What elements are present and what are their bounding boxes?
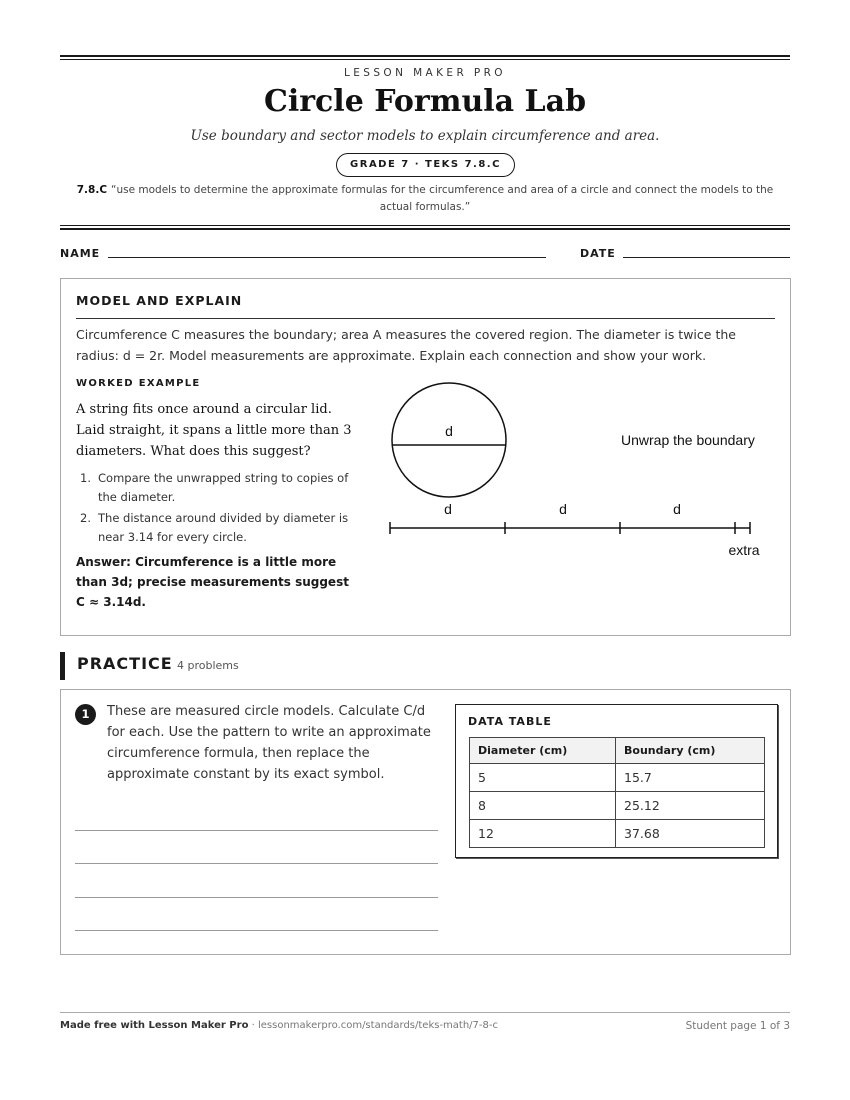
table-cell: 15.7 bbox=[616, 764, 765, 792]
extra-label: extra bbox=[728, 542, 760, 558]
problem-card bbox=[60, 689, 791, 955]
table-header-row bbox=[470, 738, 765, 764]
segment-label-3: d bbox=[673, 501, 681, 517]
footer-rule bbox=[60, 1012, 790, 1013]
model-section-rule bbox=[76, 318, 775, 319]
data-table-label: DATA TABLE bbox=[468, 715, 552, 728]
worked-example-steps bbox=[80, 469, 360, 549]
table-row bbox=[470, 764, 765, 792]
answer-line[interactable] bbox=[75, 897, 438, 898]
step-number: 1. bbox=[80, 471, 91, 485]
worked-step bbox=[80, 469, 360, 507]
lid-circle bbox=[392, 383, 506, 497]
footer-page-number: Student page 1 of 3 bbox=[685, 1020, 790, 1032]
data-table bbox=[469, 737, 765, 848]
date-field[interactable] bbox=[623, 257, 790, 258]
model-section-title: MODEL AND EXPLAIN bbox=[76, 293, 243, 308]
worked-example-prompt: A string fits once around a circular lid. Laid straight, it spans a little more than 3 diameters. What does this suggest? bbox=[76, 402, 352, 459]
data-table-box bbox=[455, 704, 778, 858]
table-row bbox=[470, 820, 765, 848]
date-label: DATE bbox=[580, 247, 616, 260]
practice-title: PRACTICE bbox=[77, 654, 173, 673]
table-cell: 5 bbox=[470, 764, 616, 792]
footer-credit bbox=[60, 1020, 498, 1031]
table-cell: 37.68 bbox=[616, 820, 765, 848]
practice-accent-bar bbox=[60, 652, 65, 680]
model-intro-text: Circumference C measures the boundary; area A measures the covered region. The diameter is twice the radius: d = 2r. Model measurements are approximate. Explain each connection and show your work. bbox=[76, 327, 736, 363]
practice-count: 4 problems bbox=[177, 659, 239, 672]
diameter-label: d bbox=[445, 423, 453, 439]
segment-label-1: d bbox=[444, 501, 452, 517]
step-text: Compare the unwrapped string to copies of the diameter. bbox=[98, 471, 349, 504]
standard-statement bbox=[70, 182, 780, 216]
table-cell: 25.12 bbox=[616, 792, 765, 820]
step-number: 2. bbox=[80, 511, 91, 525]
standard-text: “use models to determine the approximate formulas for the circumference and area of a circle and connect the models to the actual formulas.” bbox=[111, 184, 774, 213]
model-explain-panel bbox=[60, 278, 791, 636]
worked-step bbox=[80, 509, 360, 547]
header-top-rule-thick bbox=[60, 55, 790, 57]
name-field[interactable] bbox=[108, 257, 546, 258]
header-bottom-rule-thin bbox=[60, 225, 790, 226]
step-text: The distance around divided by diameter is near 3.14 for every circle. bbox=[98, 511, 349, 544]
column-header-diameter: Diameter (cm) bbox=[470, 738, 616, 764]
standard-code: 7.8.C bbox=[76, 184, 108, 196]
diagram-caption: Unwrap the boundary bbox=[621, 432, 755, 448]
footer-made-with: Made free with Lesson Maker Pro bbox=[60, 1020, 249, 1031]
table-cell: 8 bbox=[470, 792, 616, 820]
name-label: NAME bbox=[60, 247, 101, 260]
answer-line[interactable] bbox=[75, 930, 438, 931]
answer-line[interactable] bbox=[75, 830, 438, 831]
header-top-rule-thin bbox=[60, 59, 790, 60]
table-cell: 12 bbox=[470, 820, 616, 848]
page-subtitle: Use boundary and sector models to explain circumference and area. bbox=[190, 128, 660, 144]
brand-name: LESSON MAKER PRO bbox=[344, 67, 506, 79]
answer-line[interactable] bbox=[75, 863, 438, 864]
segment-label-2: d bbox=[559, 501, 567, 517]
worked-example-label: WORKED EXAMPLE bbox=[76, 378, 201, 389]
page-title: Circle Formula Lab bbox=[263, 84, 587, 119]
column-header-boundary: Boundary (cm) bbox=[616, 738, 765, 764]
header-bottom-rule-thick bbox=[60, 228, 790, 230]
problem-text: These are measured circle models. Calculate C/d for each. Use the pattern to write an approximate circumference formula, then replace the approximate constant by its exact symbol. bbox=[107, 704, 431, 782]
grade-badge: GRADE 7 · TEKS 7.8.C bbox=[336, 153, 515, 177]
unwrap-boundary-diagram bbox=[371, 379, 771, 559]
footer-url: · lessonmakerpro.com/standards/teks-math/7-8-c bbox=[248, 1020, 498, 1031]
table-row bbox=[470, 792, 765, 820]
worked-example-answer: Answer: Circumference is a little more than 3d; precise measurements suggest C ≈ 3.14d. bbox=[76, 555, 349, 609]
problem-number-badge: 1 bbox=[75, 704, 96, 725]
